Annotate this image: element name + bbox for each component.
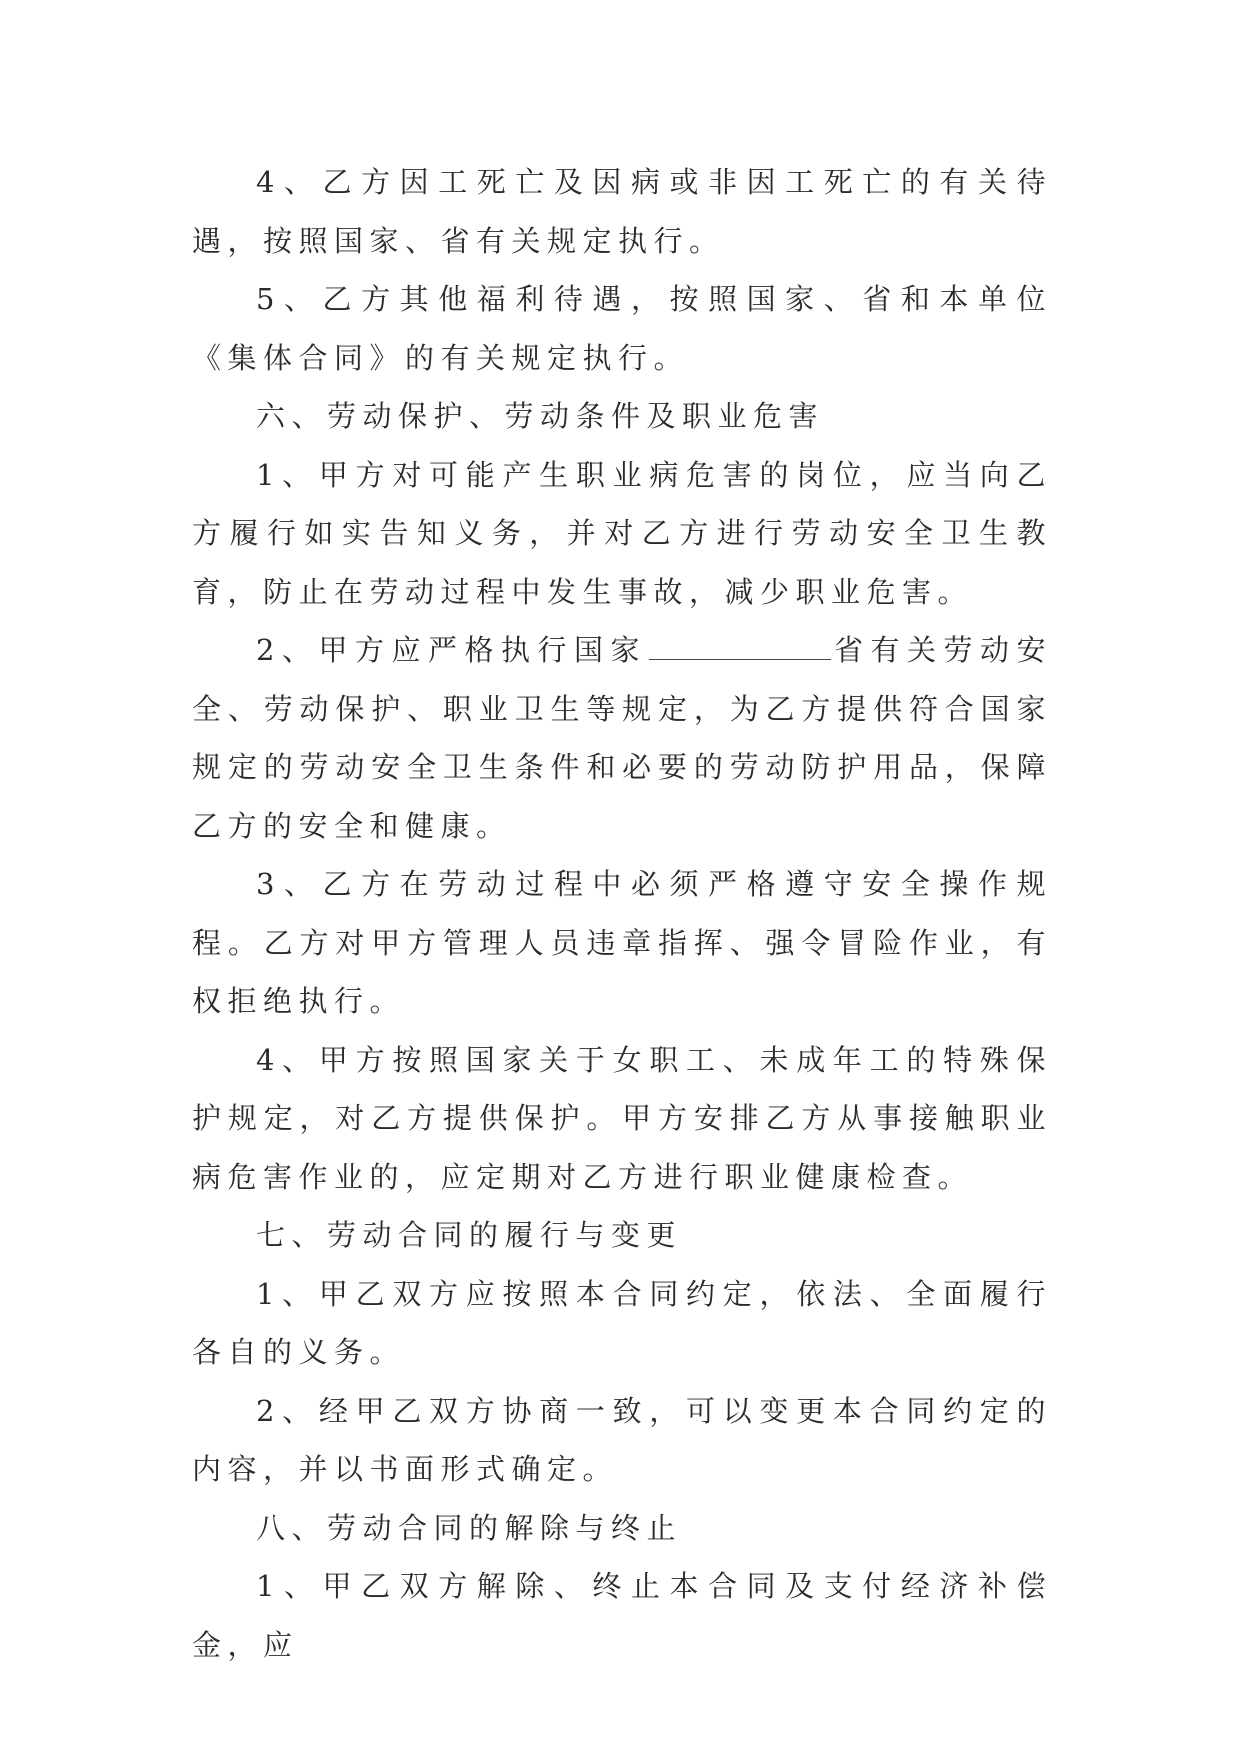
section-heading-8: 八、劳动合同的解除与终止	[256, 1510, 683, 1545]
paragraph-hazard-notice: 1、甲方对可能产生职业病危害的岗位，应当向乙方履行如实告知义务，并对乙方进行劳动安全卫生教育，防止在劳动过程中发生事故，减少职业危害。	[192, 457, 1052, 609]
section-heading-7: 七、劳动合同的履行与变更	[256, 1218, 683, 1252]
paragraph-amend-contract: 2、经甲乙双方协商一致，可以变更本合同约定的内容，并以书面形式确定。	[192, 1393, 1052, 1486]
paragraph-operating-rules: 3、乙方在劳动过程中必须严格遵守安全操作规程。乙方对甲方管理人员违章指挥、强令冒险作业，有权拒绝执行。	[192, 867, 1052, 1018]
paragraph-special-protection: 4、甲方按照国家关于女职工、未成年工的特殊保护规定，对乙方提供保护。甲方安排乙方从事接触职业病危害作业的，应定期对乙方进行职业健康检查。	[192, 1042, 1052, 1194]
paragraph-termination: 1、甲乙双方解除、终止本合同及支付经济补偿金，应	[192, 1569, 1052, 1662]
paragraph-perform-obligations: 1、甲乙双方应按照本合同约定，依法、全面履行各自的义务。	[192, 1276, 1052, 1369]
paragraph-other-benefits: 5、乙方其他福利待遇，按照国家、省和本单位《集体合同》的有关规定执行。	[192, 282, 1052, 375]
paragraph-safety-regulations	[192, 621, 1052, 855]
section-heading-6: 六、劳动保护、劳动条件及职业危害	[256, 399, 825, 433]
paragraph-text-before-blank: 2、甲方应严格执行国家	[256, 633, 647, 667]
paragraph-text-after-blank: 省有关劳动安全、劳动保护、职业卫生等规定，为乙方提供符合国家规定的劳动安全卫生条件和必要的劳动防护用品，保障乙方的安全和健康。	[192, 633, 1052, 843]
fill-in-blank	[649, 637, 831, 660]
document-page	[192, 153, 1052, 1674]
paragraph-death-benefits: 4、乙方因工死亡及因病或非因工死亡的有关待遇，按照国家、省有关规定执行。	[192, 165, 1052, 258]
